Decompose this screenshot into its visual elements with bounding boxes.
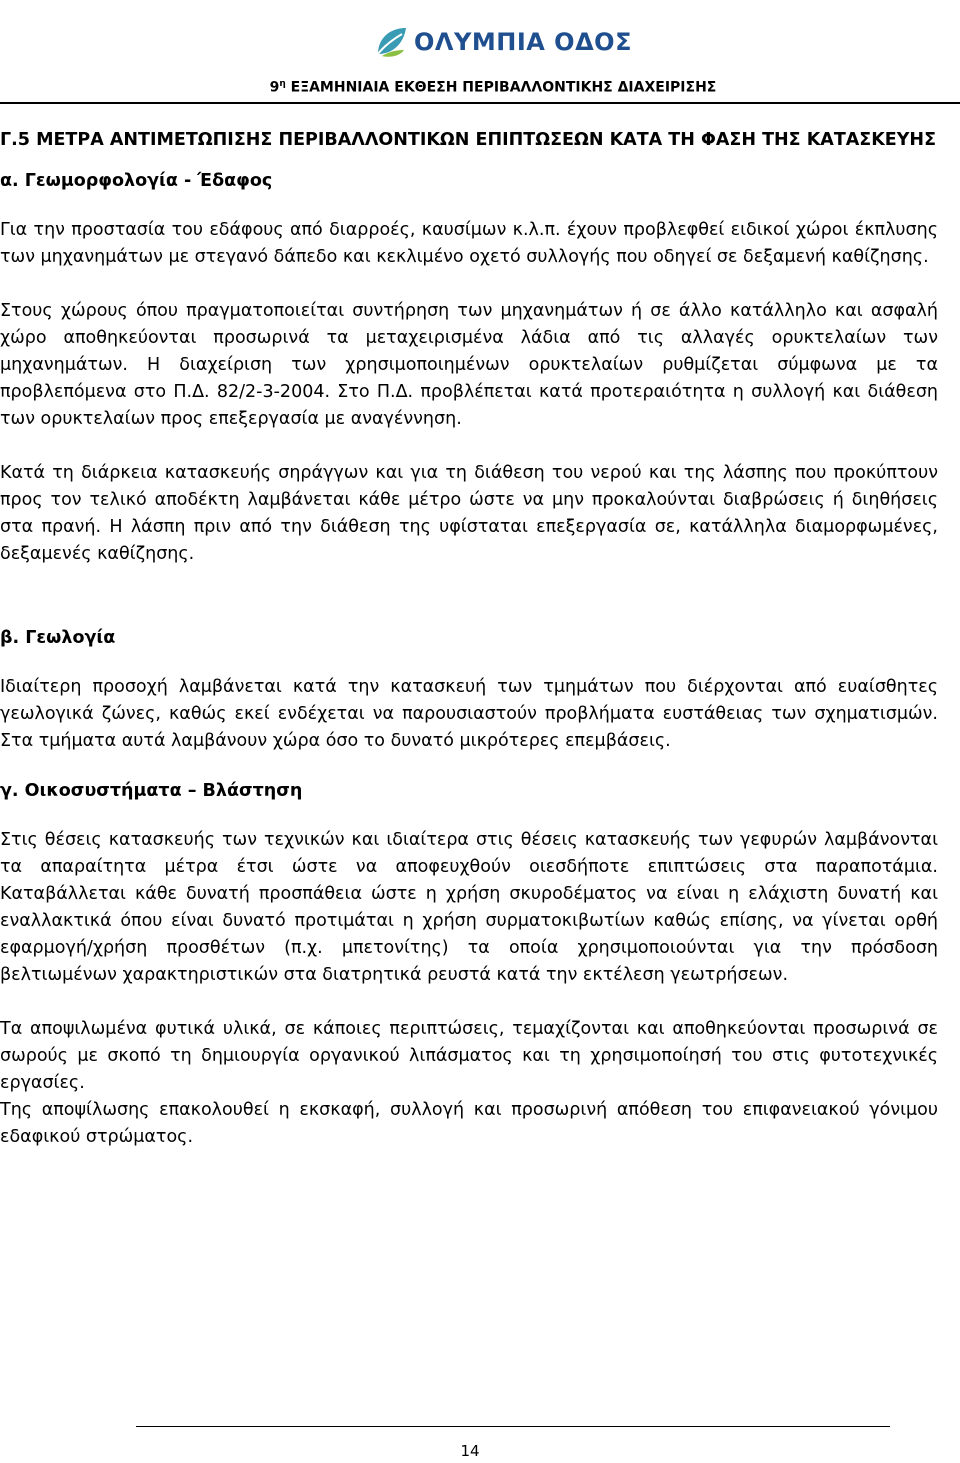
subsection-c-paragraph-1: Στις θέσεις κατασκευής των τεχνικών και ιδιαίτερα στις θέσεις κατασκευής των γεφυρών λαμβάνονται τα απαραίτητα μέτρα έτσι ώστε να αποφευχθούν οιεσδήποτε επιπτώσεις στα παραποτάμια. Καταβάλλεται κάθε δυνατή προσπάθεια ώστε η χρήση σκυροδέματος να είναι η ελάχιστη δυνατή και εναλλακτικά όπου είναι δυνατό προτιμάται η χρήση συρματοκιβωτίων καθώς επίσης, να γίνεται ορθή εφαρμογή/χρήση προσθέτων (π.χ. μπετονίτης) τα οποία χρησιμοποιούνται για την πρόσδοση βελτιωμένων χαρακτηριστικών στα διατρητικά ρευστά κατά την εκτέλεση γεωτρήσεων. (0, 830, 938, 985)
subsection-a-paragraph-1: Για την προστασία του εδάφους από διαρροές, καυσίμων κ.λ.π. έχουν προβλεφθεί ειδικοί χώροι έκπλυσης των μηχανημάτων με στεγανό δάπεδο και κεκλιμένο οχετό συλλογής που οδηγεί σε δεξαμενή καθίζησης. (0, 220, 938, 267)
subsection-c-heading: γ. Οικοσυστήματα – Βλάστηση (0, 781, 303, 801)
olympia-odos-leaf-logo-icon (374, 24, 410, 60)
subsection-c-paragraph-3: Της αποψίλωσης επακολουθεί η εκσκαφή, συλλογή και προσωρινή απόθεση του επιφανειακού γόνιμου εδαφικού στρώματος. (0, 1100, 938, 1147)
main-content (0, 120, 938, 1151)
header-divider (0, 102, 960, 104)
logo-text: ΟΛΥΜΠΙΑ ΟΔΟΣ (414, 28, 632, 56)
report-title-number: 9 (269, 79, 280, 96)
subsection-a-paragraph-2: Στους χώρους όπου πραγματοποιείται συντήρηση των μηχανημάτων ή σε άλλο κατάλληλο και ασφαλή χώρο αποθηκεύονται προσωρινά τα μεταχειρισμένα λάδια από τις αλλαγές ορυκτελαίων των μηχανημάτων. Η διαχείριση των χρησιμοποιημένων ορυκτελαίων ρυθμίζεται σύμφωνα με τα προβλεπόμενα στο Π.Δ. 82/2-3-2004. Στο Π.Δ. προβλέπεται κατά προτεραιότητα η συλλογή και διάθεση των ορυκτελαίων προς επεξεργασία με αναγέννηση. (0, 301, 938, 429)
report-title-superscript: η (279, 79, 286, 89)
subsection-a-paragraph-3: Κατά τη διάρκεια κατασκευής σηράγγων και για τη διάθεση του νερού και της λάσπης που προκύπτουν προς τον τελικό αποδέκτη λαμβάνεται κάθε μέτρο ώστε να μην προκαλούνται διαβρώσεις ή διηθήσεις στα πρανή. Η λάσπη πριν από την διάθεση της υφίσταται επεξεργασία σε, κατάλληλα διαμορφωμένες, δεξαμενές καθίζησης. (0, 463, 938, 564)
page-number: 14 (460, 1442, 480, 1460)
report-title (258, 79, 728, 96)
report-title-text: ΕΞΑΜΗΝΙΑΙΑ ΕΚΘΕΣΗ ΠΕΡΙΒΑΛΛΟΝΤΙΚΗΣ ΔΙΑΧΕΙΡΙΣΗΣ (285, 79, 717, 96)
subsection-c-paragraph-2: Τα αποψιλωμένα φυτικά υλικά, σε κάποιες περιπτώσεις, τεμαχίζονται και αποθηκεύονται προσωρινά σε σωρούς με σκοπό τη δημιουργία οργανικού λιπάσματος και τη χρησιμοποίησή του στις φυτοτεχνικές εργασίες. (0, 1019, 938, 1093)
subsection-a-heading: α. Γεωμορφολογία - Έδαφος (0, 171, 273, 191)
company-logo (374, 24, 632, 64)
footer-divider (136, 1426, 890, 1427)
section-title: Γ.5 ΜΕΤΡΑ ΑΝΤΙΜΕΤΩΠΙΣΗΣ ΠΕΡΙΒΑΛΛΟΝΤΙΚΩΝ ΕΠΙΠΤΩΣΕΩΝ ΚΑΤΑ ΤΗ ΦΑΣΗ ΤΗΣ ΚΑΤΑΣΚΕΥΗΣ (0, 130, 937, 150)
subsection-b-paragraph-1: Ιδιαίτερη προσοχή λαμβάνεται κατά την κατασκευή των τμημάτων που διέρχονται από ευαίσθητες γεωλογικά ζώνες, καθώς εκεί ενδέχεται να παρουσιαστούν προβλήματα ευστάθειας των σχηματισμών. Στα τμήματα αυτά λαμβάνουν χώρα όσο το δυνατό μικρότερες επεμβάσεις. (0, 677, 938, 751)
subsection-b-heading: β. Γεωλογία (0, 628, 116, 648)
